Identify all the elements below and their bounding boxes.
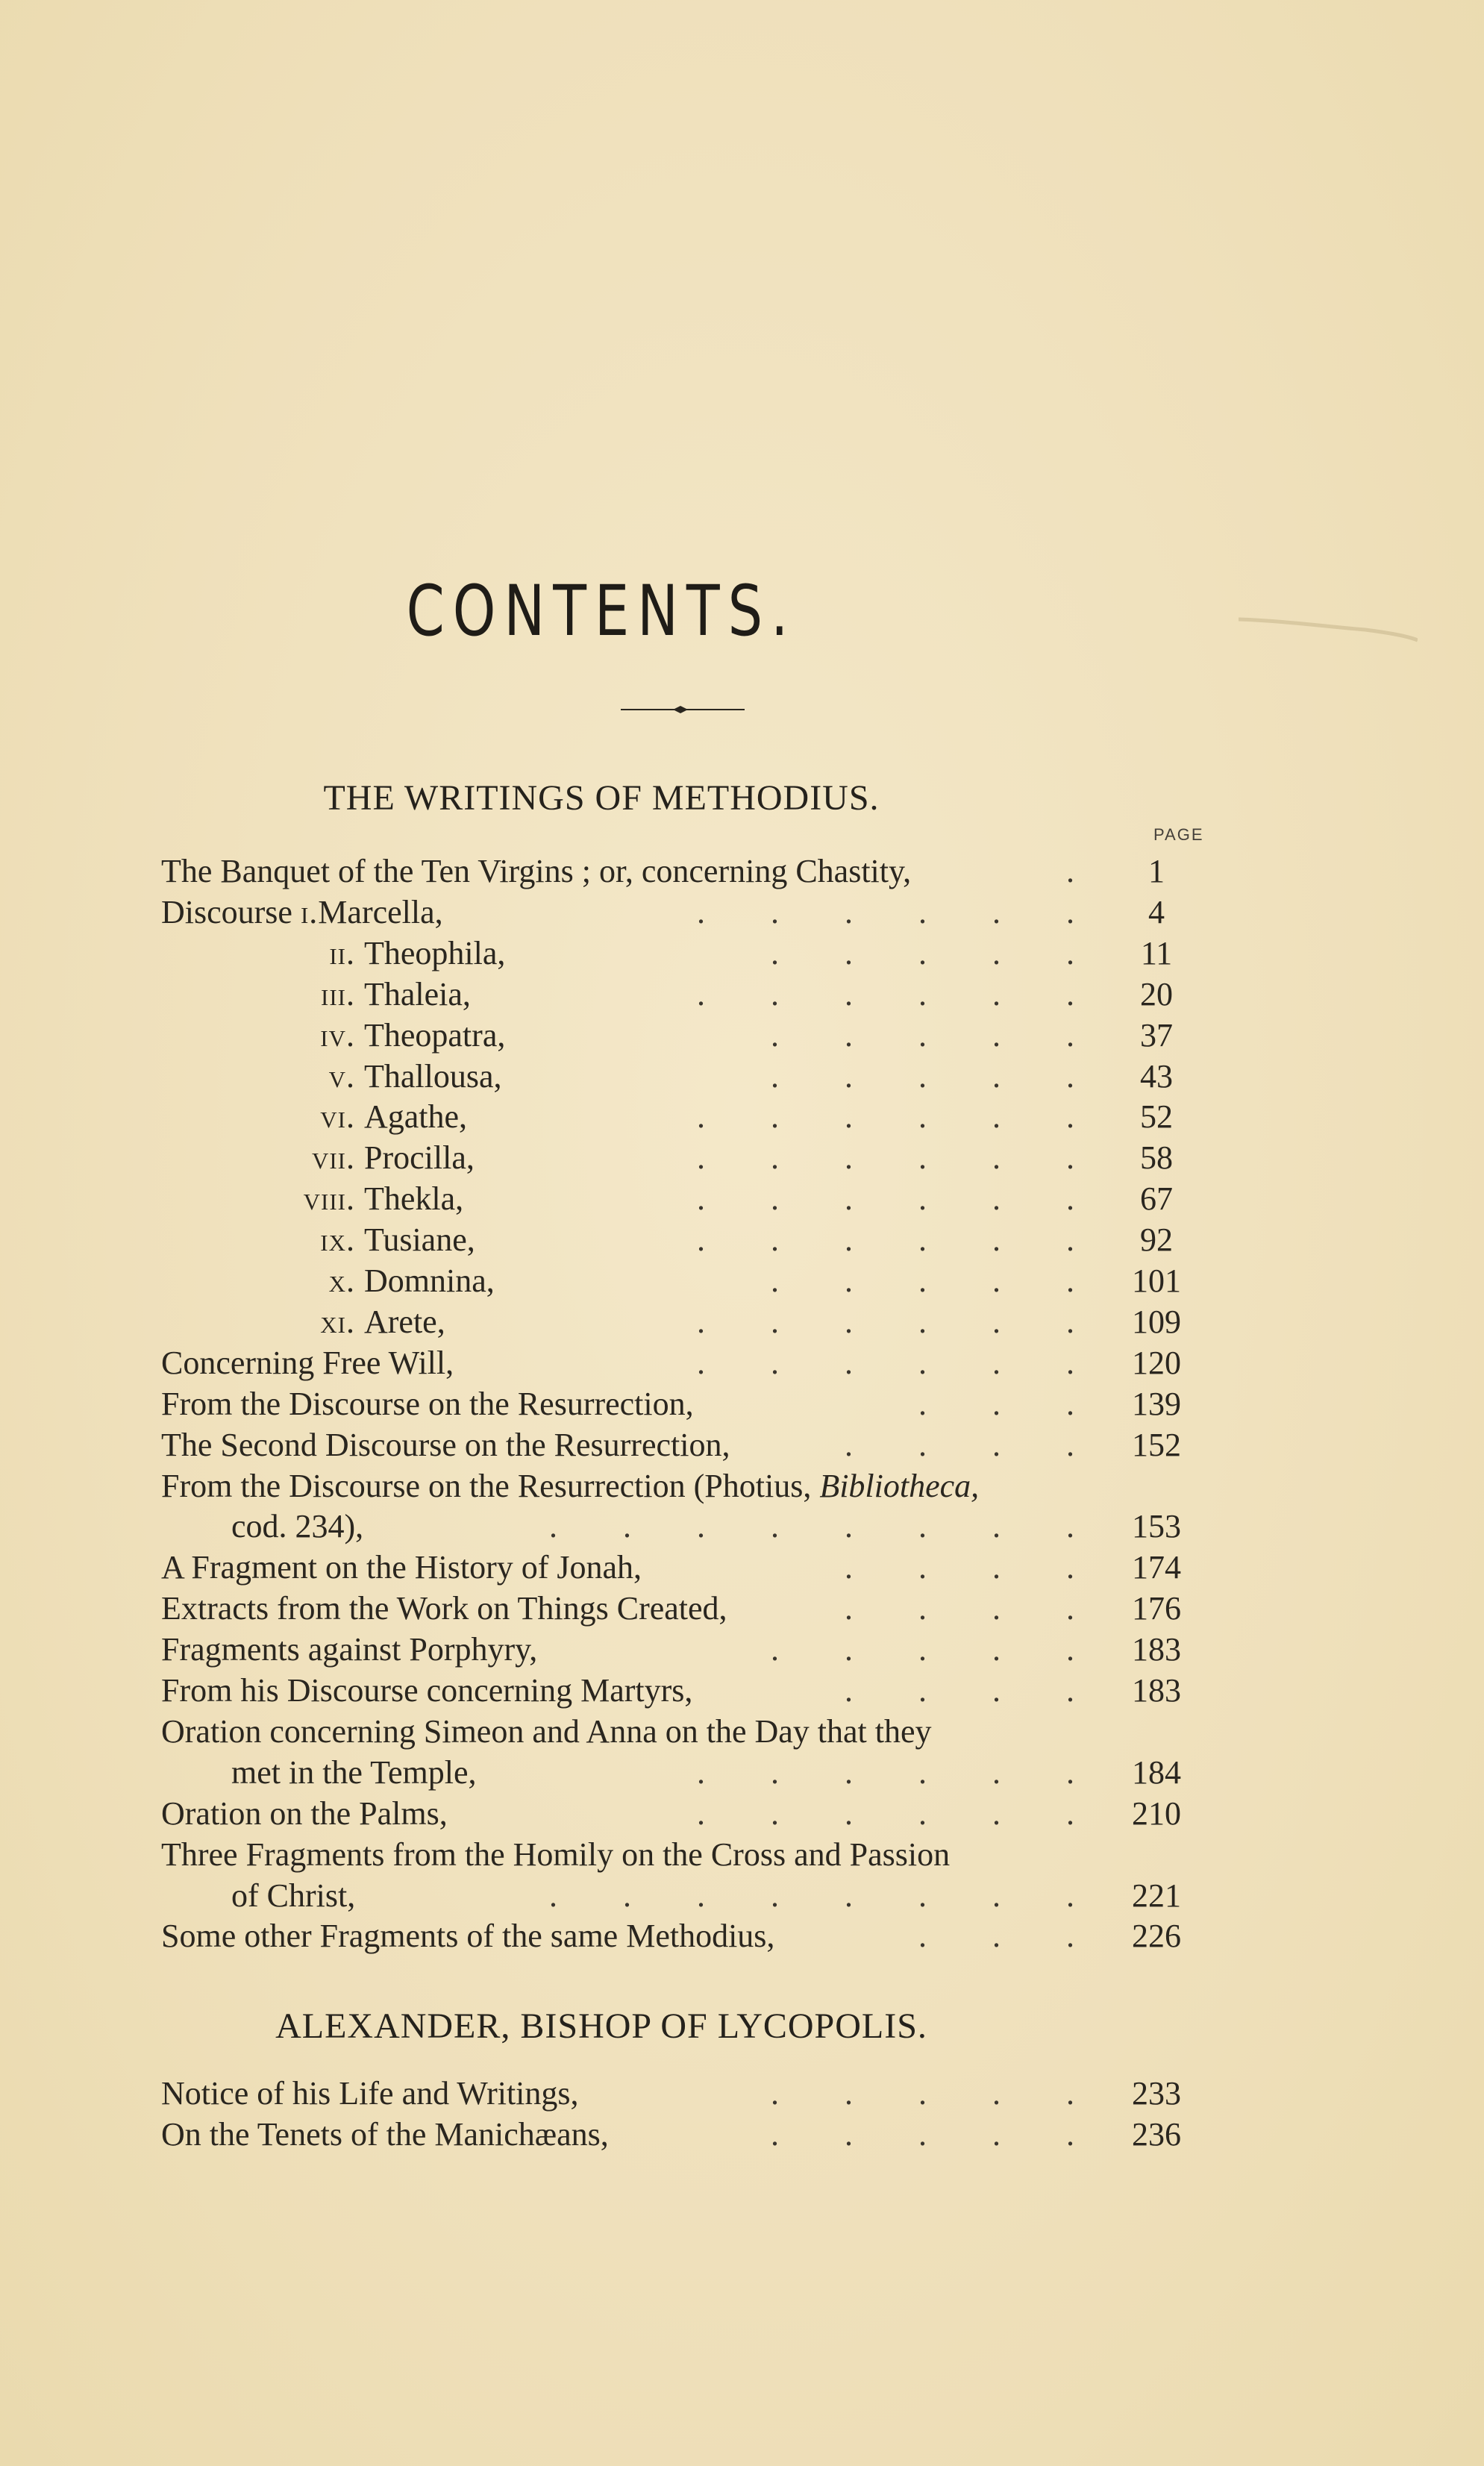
entry-text: From the Discourse on the Resurrection,: [161, 1385, 694, 1422]
toc-entry: [0, 1547, 1484, 1589]
page-number: 1: [1148, 853, 1165, 889]
roman-numeral: ii.: [329, 934, 355, 971]
toc-entry-title: [161, 1342, 454, 1384]
toc-entry: [0, 1670, 1484, 1712]
dot-leader: . . . . . .: [697, 893, 1074, 930]
page-number: 210: [1132, 1794, 1181, 1832]
page-number: 52: [1140, 1098, 1173, 1136]
dot-leader: . . . . .: [771, 1057, 1074, 1095]
dot-leader: . . . .: [845, 1672, 1074, 1709]
toc-entry-title: [231, 1506, 363, 1547]
toc-entry: [0, 1219, 1484, 1261]
entry-text: Notice of his Life and Writings,: [161, 2075, 579, 2112]
page-number: 236: [1132, 2116, 1181, 2153]
entry-text: Marcella,: [318, 893, 443, 930]
dot-leader: . . . . .: [771, 2116, 1074, 2153]
page-number: 43: [1140, 1057, 1173, 1095]
page-number: 233: [1132, 2075, 1181, 2112]
roman-numeral: viii.: [303, 1180, 355, 1218]
toc-entry: [0, 1465, 1484, 1507]
roman-numeral: iv.: [320, 1016, 355, 1054]
dot-leader: . . . . . . . .: [549, 1877, 1074, 1914]
page-number: 183: [1132, 1631, 1181, 1668]
entry-text: From his Discourse concerning Martyrs,: [161, 1672, 693, 1709]
roman-numeral: ix.: [320, 1221, 355, 1259]
dot-leader: . . . . .: [771, 2075, 1074, 2112]
toc-entry: [0, 1711, 1484, 1753]
entry-text: Concerning Free Will,: [161, 1344, 454, 1381]
dot-leader: . . . .: [845, 1549, 1074, 1586]
roman-numeral: xi.: [320, 1303, 355, 1340]
toc-entry-title: [364, 933, 505, 974]
dot-leader: . . . . . .: [697, 1344, 1074, 1381]
page-number: 20: [1140, 975, 1173, 1013]
toc-entry-title: [161, 1670, 692, 1712]
toc-entry-title: [161, 2073, 579, 2115]
page-number: 4: [1148, 893, 1165, 930]
entry-text: Theopatra,: [364, 1016, 506, 1054]
toc-entry: [0, 1506, 1484, 1547]
toc-entry: [0, 1629, 1484, 1671]
toc-entry-title: [161, 851, 911, 892]
toc-entry-title: [161, 1793, 448, 1835]
entry-text: of Christ,: [231, 1877, 356, 1914]
toc-entry-title: [364, 1219, 475, 1261]
toc-entry: [0, 1178, 1484, 1220]
toc-entry: [0, 1015, 1484, 1057]
toc-entry-title: [364, 1056, 502, 1098]
entry-text: Theophila,: [364, 934, 506, 971]
dot-leader: . . . .: [845, 1426, 1074, 1463]
entry-text: Three Fragments from the Homily on the Cross and Passion: [161, 1836, 951, 1873]
page-number: 153: [1132, 1508, 1181, 1545]
toc-entry-title: [161, 1465, 979, 1507]
entry-text: Extracts from the Work on Things Created,: [161, 1590, 727, 1627]
page-number: 139: [1132, 1385, 1181, 1422]
dot-leader: . . .: [918, 1385, 1074, 1422]
entry-text: Some other Fragments of the same Methodius,: [161, 1918, 775, 1955]
page-number: 176: [1132, 1590, 1181, 1627]
dot-leader: . . . . .: [771, 934, 1074, 971]
entry-text: Domnina,: [364, 1262, 495, 1299]
page-number: 152: [1132, 1426, 1181, 1463]
entry-italic-text: Bibliotheca,: [819, 1467, 980, 1504]
toc-entry-title: [231, 1752, 476, 1794]
toc-entry: [0, 2114, 1484, 2156]
toc-entry: [0, 1342, 1484, 1384]
dot-leader: . . . . . .: [697, 1794, 1074, 1832]
entry-text: Oration on the Palms,: [161, 1794, 448, 1832]
page-number: 221: [1132, 1877, 1181, 1914]
dot-leader: . . . . . . . .: [549, 1508, 1074, 1545]
toc-entry-title: [364, 1137, 475, 1179]
toc-entry: [0, 1834, 1484, 1876]
toc-entry-title: [161, 1711, 932, 1753]
page-number: 58: [1140, 1139, 1173, 1177]
dot-leader: . . . .: [845, 1590, 1074, 1627]
page-number: 109: [1132, 1303, 1181, 1340]
entry-text: Thekla,: [364, 1180, 464, 1218]
page-number: 183: [1132, 1672, 1181, 1709]
toc-entry: [0, 1588, 1484, 1630]
toc-entry: [0, 1260, 1484, 1302]
page-column-label: PAGE: [1153, 825, 1204, 844]
dot-leader: .: [1066, 853, 1074, 889]
page-number: 226: [1132, 1918, 1181, 1955]
toc-entry-title: [161, 1588, 727, 1630]
toc-entry-title: [364, 1096, 467, 1138]
toc-entry-title: [231, 1875, 355, 1917]
page-title: CONTENTS.: [406, 571, 797, 652]
dot-leader: . . . . . .: [697, 1753, 1074, 1791]
toc-entry: [0, 1915, 1484, 1957]
page-number: 37: [1140, 1016, 1173, 1054]
dot-leader: . . . . . .: [697, 1221, 1074, 1259]
toc-entry: [0, 1056, 1484, 1098]
toc-entry-title: [364, 974, 471, 1015]
entry-text: Procilla,: [364, 1139, 475, 1177]
entry-text: Oration concerning Simeon and Anna on the Day that they: [161, 1712, 932, 1750]
toc-entry-title: [161, 1629, 537, 1671]
toc-entry: [0, 892, 1484, 933]
dot-leader: . . . . . .: [697, 1303, 1074, 1340]
toc-entry: [0, 1875, 1484, 1917]
toc-entry-title: [364, 1178, 463, 1220]
section-heading-alexander: ALEXANDER, BISHOP OF LYCOPOLIS.: [275, 2006, 927, 2046]
entry-text: Thallousa,: [364, 1057, 502, 1095]
section-heading-methodius: THE WRITINGS OF METHODIUS.: [323, 778, 880, 818]
roman-numeral: vii.: [311, 1139, 355, 1177]
discourse-prefix: Discourse: [161, 893, 301, 930]
toc-entry: [0, 1793, 1484, 1835]
page-number: 120: [1132, 1344, 1181, 1381]
toc-entry-title: [364, 1301, 445, 1343]
toc-entry: [0, 933, 1484, 974]
page-number: 174: [1132, 1549, 1181, 1586]
entry-text: met in the Temple,: [231, 1753, 477, 1791]
toc-entry: [0, 1137, 1484, 1179]
page-number: 67: [1140, 1180, 1173, 1218]
toc-entry-title: [161, 1834, 950, 1876]
toc-entry: [0, 1383, 1484, 1425]
entry-text: The Banquet of the Ten Virgins ; or, concerning Chastity,: [161, 853, 912, 889]
dot-leader: . . . . . .: [697, 1098, 1074, 1136]
entry-text: From the Discourse on the Resurrection (Photius,: [161, 1467, 820, 1504]
entry-text: Fragments against Porphyry,: [161, 1631, 538, 1668]
page-number: 11: [1140, 934, 1173, 971]
toc-entry-title: [161, 2114, 609, 2156]
dot-leader: . . . . .: [771, 1262, 1074, 1299]
toc-entry: [0, 851, 1484, 892]
entry-text: Arete,: [364, 1303, 445, 1340]
toc-entry: [0, 2073, 1484, 2115]
page-number: 92: [1140, 1221, 1173, 1259]
toc-entry-title: [161, 1915, 774, 1957]
dot-leader: . . . . . .: [697, 1139, 1074, 1177]
toc-entry: [0, 1752, 1484, 1794]
toc-entry: [0, 1301, 1484, 1343]
entry-text: A Fragment on the History of Jonah,: [161, 1549, 642, 1586]
toc-entry: [0, 1424, 1484, 1466]
toc-entry-title: [161, 1383, 694, 1425]
toc-entry-title: [364, 1260, 495, 1302]
toc-entry-title: [161, 892, 443, 933]
dot-leader: . . . . .: [771, 1631, 1074, 1668]
entry-text: Agathe,: [364, 1098, 468, 1136]
roman-numeral: v.: [328, 1057, 355, 1095]
entry-text: Tusiane,: [364, 1221, 475, 1259]
roman-numeral: x.: [328, 1262, 355, 1299]
toc-entry-title: [161, 1424, 730, 1466]
roman-numeral: vi.: [320, 1098, 355, 1136]
toc-entry: [0, 974, 1484, 1015]
entry-text: cod. 234),: [231, 1508, 364, 1545]
toc-entry-title: [364, 1015, 505, 1057]
dot-leader: . . .: [918, 1918, 1074, 1955]
dot-leader: . . . . . .: [697, 975, 1074, 1013]
roman-numeral: iii.: [321, 975, 355, 1013]
dot-leader: . . . . .: [771, 1016, 1074, 1054]
toc-entry: [0, 1096, 1484, 1138]
dot-leader: . . . . . .: [697, 1180, 1074, 1218]
entry-text: On the Tenets of the Manichæans,: [161, 2116, 609, 2153]
page-number: 184: [1132, 1753, 1181, 1791]
roman-numeral: i.: [300, 893, 319, 930]
page-number: 101: [1132, 1262, 1181, 1299]
entry-text: Thaleia,: [364, 975, 471, 1013]
toc-entry-title: [161, 1547, 642, 1589]
entry-text: The Second Discourse on the Resurrection,: [161, 1426, 730, 1463]
